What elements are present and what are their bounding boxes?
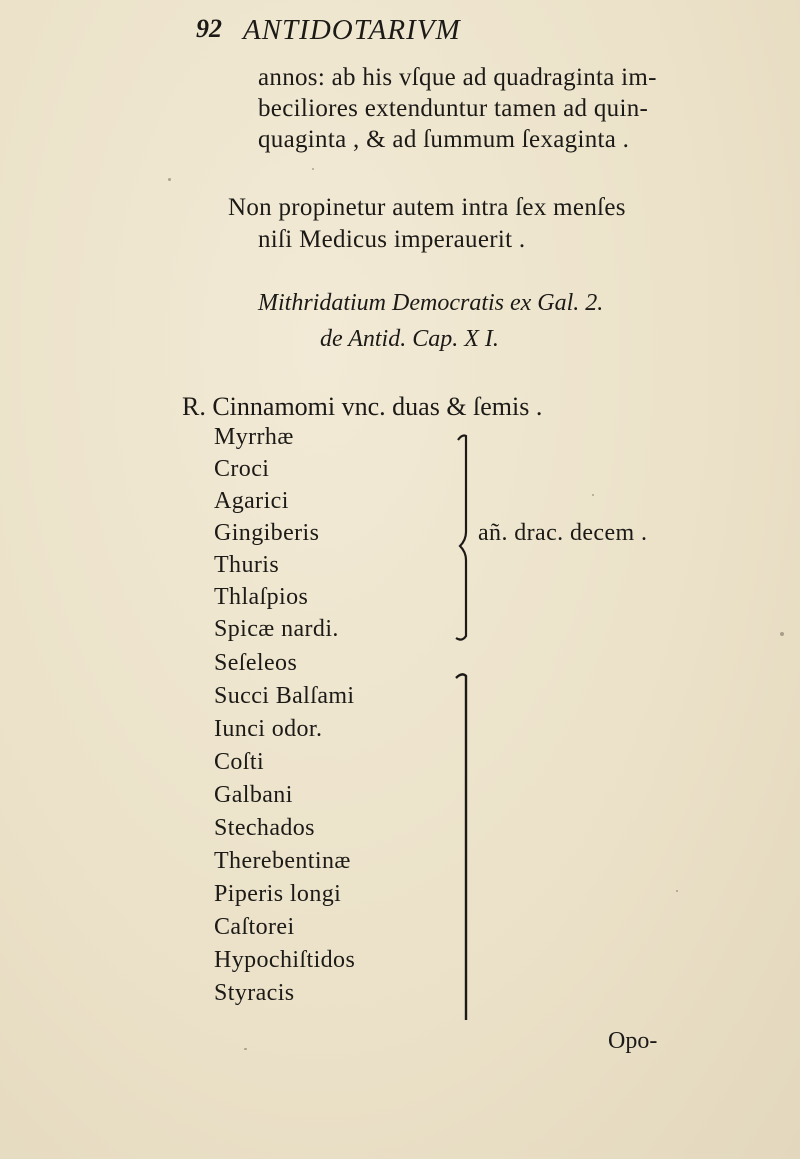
ingredient: Therebentinæ [214, 848, 351, 874]
recipe-heading: R. Cinnamomi vnc. duas & ſemis . [182, 392, 543, 421]
ingredient: Coſti [214, 749, 265, 775]
ingredient: Hypochiſtidos [214, 947, 356, 973]
running-title: ANTIDOTARIVM [243, 14, 461, 46]
text-line: niſi Medicus imperauerit . [258, 226, 526, 253]
ingredient: Gingiberis [214, 520, 320, 546]
ingredient: Agarici [214, 488, 289, 514]
ingredient: Styracis [214, 980, 295, 1006]
brace-group-2 [448, 670, 478, 1026]
catchword: Opo- [608, 1028, 658, 1054]
title-line: Mithridatium Democratis ex Gal. 2. [258, 290, 604, 316]
ingredient: Stechados [214, 815, 315, 841]
ingredient: Seſeleos [214, 650, 298, 676]
page-number: 92 [196, 14, 222, 43]
ingredient: Caſtorei [214, 914, 295, 940]
page-header [0, 14, 800, 50]
brace-group-1 [448, 428, 478, 650]
dose-group-1: añ. drac. decem . [478, 520, 648, 546]
ingredient: Piperis longi [214, 881, 342, 907]
ingredient: Thlaſpios [214, 584, 309, 610]
title-line: de Antid. Cap. X I. [320, 326, 499, 352]
ingredient: Spicæ nardi. [214, 616, 339, 642]
text-line: beciliores extenduntur tamen ad quin- [258, 95, 649, 122]
text-line: quaginta , & ad ſummum ſexaginta . [258, 126, 630, 153]
ingredient: Croci [214, 456, 270, 482]
ingredient: Iunci odor. [214, 716, 323, 742]
text-line: annos: ab his vſque ad quadraginta im- [258, 64, 657, 91]
ingredient: Succi Balſami [214, 683, 355, 709]
ingredient: Thuris [214, 552, 280, 578]
ingredient: Galbani [214, 782, 293, 808]
text-line: Non propinetur autem intra ſex menſes [228, 194, 626, 221]
ingredient: Myrrhæ [214, 424, 294, 450]
